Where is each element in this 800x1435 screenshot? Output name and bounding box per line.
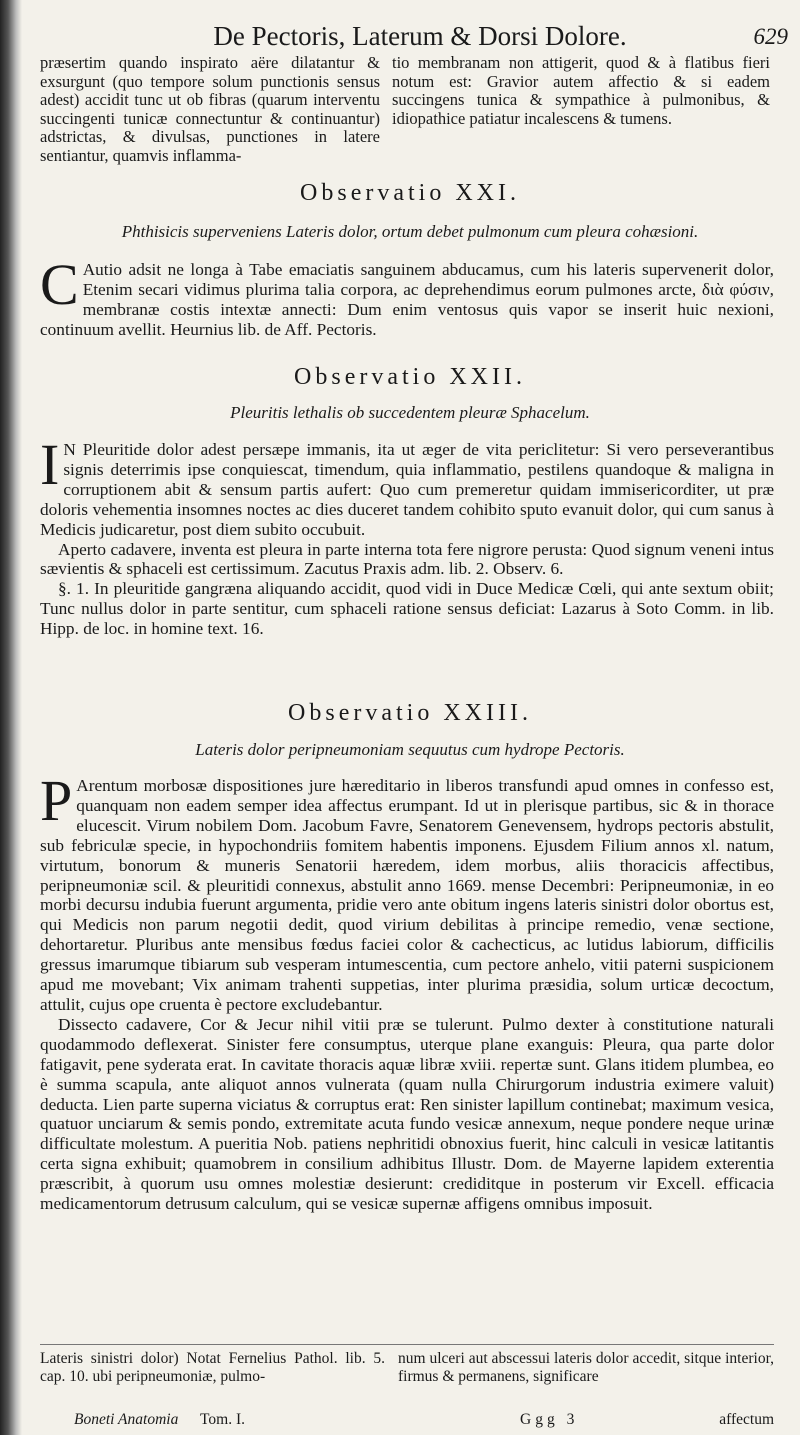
- footnote-right-column: [398, 1350, 774, 1385]
- observation-21-body: [40, 252, 774, 340]
- observation-23-text-1: Arentum morbosæ dispositiones jure hæreditario in liberos transfundi apud omnes in confesso est, quanquam non eadem semper idea affectus erumpant. Id ut in plerisque partibus, sic & in thorace elucescit. Virum nobilem Dom. Jacobum Favre, Senatorem Genevensem, hydrops pectoris abstulit, sub febriculæ specie, in hypochondriis fomitem habentis imponens. Ejusdem Filium annos xl. natum, virtutum, bonorum & muneris Senatorii hæredem, idem morbus, aliis thoracicis affectibus, peripneumoniæ scil. & pleuritidi connexus, abstulit anno 1669. mense Decembri: Peripneumoniæ, in eo morbi decursu indubia fuerunt argumenta, pridie vero ante obitum ingens lateris sinistri dolor obortus est, qui Medicis non parum negotii dedit, quod virium debilitas à principe remedio, venæ sectione, dehortaretur. Pluribus ante mensibus fœdus faciei color & cachecticus, ac lutidus labiorum, difficilis gressus imarumque tibiarum sub vesperam intumescentia, cum pectore anhelo, vitii paterni suspicionem apud me movebant; Vix animam trahenti suppetias, inter plurima præsidia, solum urticæ decoctum, attulit, cujus ope cruenta è pectore excludebantur.: [40, 776, 774, 1014]
- continuation-right-column: [392, 54, 770, 128]
- footer-book-title: Boneti Anatomia: [74, 1411, 179, 1428]
- continuation-left-text: præsertim quando inspirato aëre dilatantur & exsurgunt (quo tempore solum punctionis sensus adest) accidit tunc ut ob fibras (quarum interventu succingenti tunicæ connectuntur & continuantur) adstrictas, & divulsas, punctiones in latere sentiantur, quamvis inflamma-: [40, 53, 380, 165]
- running-title: De Pectoris, Laterum & Dorsi Dolore.: [213, 21, 627, 51]
- observation-21-dropcap: C: [40, 252, 79, 317]
- observation-23-dropcap: P: [40, 768, 73, 833]
- footnote-divider: [40, 1344, 774, 1345]
- footnote-left-column: [40, 1350, 385, 1385]
- observation-22-title: Observatio XXII.: [294, 364, 526, 390]
- footnote-left-text: Lateris sinistri dolor) Notat Fernelius Pathol. lib. 5. cap. 10. ubi peripneumoniæ, pulmo-: [40, 1350, 385, 1385]
- continuation-right-text: tio membranam non attigerit, quod & à flatibus fieri notum est: Gravior autem affectio & si eadem succingens tunica & sympathice à pulmonibus, & idiopathice patiatur incalescens & tumens.: [392, 53, 770, 128]
- continuation-left-column: [40, 54, 380, 166]
- observation-22-subtitle: Pleuritis lethalis ob succedentem pleuræ Sphacelum.: [230, 403, 590, 422]
- observation-22-body: [40, 432, 774, 639]
- observation-23-paragraph-1: [40, 768, 774, 1015]
- observation-22-text-1: N Pleuritide dolor adest persæpe immanis, ita ut æger de vita periclitetur: Si vero perseverantibus signis deterrimis ipse conquiescat, timendum, quia inflammatio, pestilens quandoque & maligna in corruptionem abit & sensum partis aufert: Quo cum premeretur quidam immisericorditer, ut præ doloris vehementia insomnes noctes ac dies duceret tandem cohibito sputo evanuit dolor, qui cum sanus à Medicis judicaretur, post diem subito occubuit.: [40, 440, 774, 539]
- page-binding-shadow: [0, 0, 22, 1435]
- footer-signature-mark: Ggg 3: [520, 1411, 579, 1428]
- observation-22-paragraph-3: §. 1. In pleuritide gangræna aliquando accidit, quod vidi in Duce Medicæ Cœli, qui ante sextum obiit; Tunc nullus dolor in parte sentitur, cum sphaceli ratione sensus deficiat: Lazarus à Soto Comm. in lib. Hipp. de loc. in homine text. 16.: [40, 579, 774, 639]
- footer-tome: Tom. I.: [200, 1411, 245, 1428]
- observation-21-title: Observatio XXI.: [300, 180, 520, 206]
- observation-21-text: Autio adsit ne longa à Tabe emaciatis sanguinem abducamus, cum his lateris supervenerit dolor, Etenim secari vidimus plurima talia corpora, ac deprehendimus eorum pulmones arcte, διὰ φύσιν, membranæ costis intextæ annecti: Dum enim ventosus quis vapor se inserit huic nexioni, continuum avellit. Heurnius lib. de Aff. Pectoris.: [40, 260, 774, 339]
- observation-23-paragraph-2: Dissecto cadavere, Cor & Jecur nihil vitii præ se tulerunt. Pulmo dexter à constitutione naturali quodammodo deflexerat. Sinister fere consumptus, uterque plane exanguis: Pleura, qua parte dolor fatigavit, pene syderata erat. In cavitate thoracis aquæ libræ xviii. repertæ sunt. Glans itidem plumbea, eo è summa scapula, ante aliquot annos vulnerata (quam nulla Chirurgorum industria eximere valuit) deducta. Lien parte superna viciatus & corruptus erat: Ren sinister lapillum continebat; maximum vesica, quatuor unciarum & semis pondo, extremitate acuta fundo vesicæ annexum, neque pondere neque urinæ difficultate molestum. A pueritia Nob. patiens nephritidi obnoxius fuerit, hinc calculi in vesicæ latitantis certa signa exhibuit; quamobrem in consilium adhibitus Illustr. Dom. de Mayerne lapidem exterentia præscribit, à quorum usu omnes molestiæ desierunt: crediditque in posterum vir Excell. efficacia medicamentorum detrusum calculum, qui se vesicæ supernæ affigens omnibus imposuit.: [40, 1014, 774, 1214]
- observation-21-paragraph: [40, 252, 774, 340]
- footnote-right-text: num ulceri aut abscessui lateris dolor accedit, sitque interior, firmus & permanens, significare: [398, 1350, 774, 1385]
- observation-22-dropcap: I: [40, 432, 60, 497]
- observation-21-subtitle: Phthisicis superveniens Lateris dolor, ortum debet pulmonum cum pleura cohæsioni.: [121, 222, 699, 241]
- observation-22-paragraph-1: [40, 432, 774, 540]
- observation-23-subtitle: Lateris dolor peripneumoniam sequutus cum hydrope Pectoris.: [195, 740, 625, 759]
- observation-23-body: [40, 768, 774, 1214]
- footer-catchword: affectum: [719, 1411, 774, 1428]
- observation-23-title: Observatio XXIII.: [288, 700, 532, 726]
- page-number: 629: [753, 24, 788, 49]
- observation-22-paragraph-2: Aperto cadavere, inventa est pleura in parte interna tota fere nigrore perusta: Quod signum veneni intus sævientis & sphaceli est certissimum. Zacutus Praxis adm. lib. 2. Observ. 6.: [40, 539, 774, 579]
